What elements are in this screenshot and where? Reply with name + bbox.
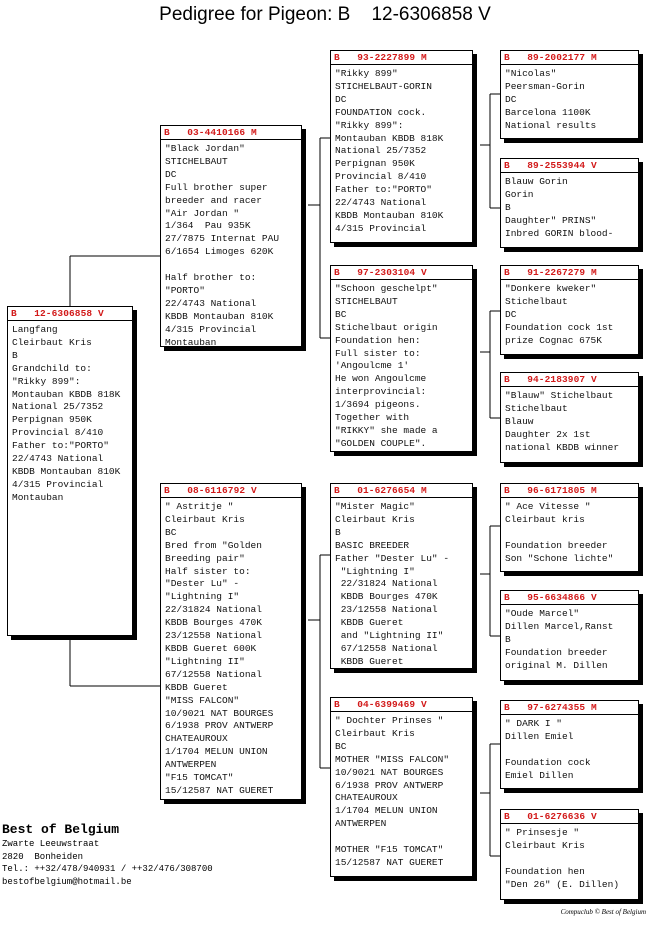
breeder-name: Best of Belgium <box>2 822 120 837</box>
subject-details: Langfang Cleirbaut Kris B Grandchild to: "Rikky 899": Montauban KBDB 818K National 25/7352 Perpignan 950K Provincial 8/410 Father to:"PORTO" 22/4743 National KBDB Montauban 810K 4/315 Provincial Montauban <box>8 320 132 505</box>
sire-card[interactable] <box>160 125 302 347</box>
ggp-ring-number: B 89-2553944 V <box>504 160 597 171</box>
ggp-ring-number: B 89-2002177 M <box>504 52 597 63</box>
sire-dam-card[interactable] <box>330 265 473 452</box>
breeder-address: Zwarte Leeuwstraat <box>2 839 100 849</box>
dam-sire-card[interactable] <box>330 483 473 669</box>
dam-dam-ring-number: B 04-6399469 V <box>334 699 427 710</box>
sire-dam-ring-number: B 97-2303104 V <box>334 267 427 278</box>
ggp-details: " Ace Vitesse " Cleirbaut kris Foundation breeder Son "Schone lichte" <box>501 497 638 566</box>
breeder-city: 2820 Bonheiden <box>2 851 84 862</box>
ggp-ring-number: B 97-6274355 M <box>504 702 597 713</box>
sire-sire-details: "Rikky 899" STICHELBAUT-GORIN DC FOUNDATION cock. "Rikky 899": Montauban KBDB 818K National 25/7352 Perpignan 950K Provincial 8/410 Father to:"PORTO" 22/4743 National KBDB Montauban 810K 4/315 Provincial <box>331 64 472 236</box>
ggp-ring-number: B 94-2183907 V <box>504 374 597 385</box>
ggp-card-7[interactable] <box>500 700 639 789</box>
ggp-card-2[interactable] <box>500 158 639 248</box>
dam-sire-ring-number: B 01-6276654 M <box>334 485 427 496</box>
sire-sire-card[interactable] <box>330 50 473 243</box>
sire-sire-ring-number: B 93-2227899 M <box>334 52 427 63</box>
ggp-card-3[interactable] <box>500 265 639 355</box>
subject-card[interactable] <box>7 306 133 636</box>
ggp-details: " Prinsesje " Cleirbaut Kris Foundation hen "Den 26" (E. Dillen) <box>501 823 638 892</box>
dam-card[interactable] <box>160 483 302 800</box>
ggp-card-6[interactable] <box>500 590 639 681</box>
ggp-ring-number: B 01-6276636 V <box>504 811 597 822</box>
ggp-details: "Blauw" Stichelbaut Stichelbaut Blauw Daughter 2x 1st national KBDB winner <box>501 386 638 455</box>
dam-dam-details: " Dochter Prinses " Cleirbaut Kris BC MOTHER "MISS FALCON" 10/9021 NAT BOURGES 6/1938 PROV ANTWERP CHATEAUROUX 1/1704 MELUN UNION ANTWERPEN MOTHER "F15 TOMCAT" 15/12587 NAT GUERET <box>331 711 472 870</box>
ggp-card-8[interactable] <box>500 809 639 900</box>
sire-dam-details: "Schoon geschelpt" STICHELBAUT BC Stichelbaut origin Foundation hen: Full sister to: 'Angoulcme 1' He won Angoulcme interprovincial: 1/3694 pigeons. Together with "RIKKY" she made a "GOLDEN COUPLE". <box>331 279 472 451</box>
dam-dam-card[interactable] <box>330 697 473 877</box>
page-title: Pedigree for Pigeon: B 12-6306858 V <box>159 4 491 25</box>
dam-sire-details: "Mister Magic" Cleirbaut Kris B BASIC BREEDER Father "Dester Lu" - "Lightning I" 22/31824 National KBDB Bourges 470K 23/12558 National KBDB Gueret and "Lightning II" 67/12558 National KBDB Gueret <box>331 497 472 669</box>
ggp-details: "Donkere kweker" Stichelbaut DC Foundation cock 1st prize Cognac 675K <box>501 279 638 348</box>
sire-ring-number: B 03-4410166 M <box>164 127 257 138</box>
dam-ring-number: B 08-6116792 V <box>164 485 257 496</box>
breeder-contact <box>2 822 213 888</box>
ggp-ring-number: B 96-6171805 M <box>504 485 597 496</box>
subject-ring-number: B 12-6306858 V <box>11 308 104 319</box>
ggp-card-5[interactable] <box>500 483 639 572</box>
ggp-card-4[interactable] <box>500 372 639 463</box>
breeder-email[interactable]: bestofbelgium@hotmail.be <box>2 876 132 887</box>
ggp-details: " DARK I " Dillen Emiel Foundation cock Emiel Dillen <box>501 714 638 783</box>
ggp-card-1[interactable] <box>500 50 639 139</box>
breeder-phone: Tel.: ++32/478/940931 / ++32/476/308700 <box>2 864 213 874</box>
ggp-details: "Nicolas" Peersman-Gorin DC Barcelona 1100K National results <box>501 64 638 133</box>
ggp-ring-number: B 95-6634866 V <box>504 592 597 603</box>
dam-details: " Astritje " Cleirbaut Kris BC Bred from "Golden Breeding pair" Half sister to: "Dester Lu" - "Lightning I" 22/31824 National KBDB Bourges 470K 23/12558 National KBDB Gueret 600K "Lightning II" 67/12558 National KBDB Gueret "MISS FALCON" 10/9021 NAT BOURGES 6/1938 PROV ANTWERP CHATEAUROUX 1/1704 MELUN UNION ANTWERPEN "F15 TOMCAT" 15/12587 NAT GUERET <box>161 497 301 798</box>
sire-details: "Black Jordan" STICHELBAUT DC Full brother super breeder and racer "Air Jordan " 1/364 Pau 935K 27/7875 Internat PAU 6/1654 Limoges 620K Half brother to: "PORTO" 22/4743 National KBDB Montauban 810K 4/315 Provincial Montauban <box>161 139 301 347</box>
ggp-details: "Oude Marcel" Dillen Marcel,Ranst B Foundation breeder original M. Dillen <box>501 604 638 673</box>
ggp-details: Blauw Gorin Gorin B Daughter" PRINS" Inbred GORIN blood- <box>501 172 638 241</box>
software-credit: Compuclub © Best of Belgium <box>560 908 646 916</box>
ggp-ring-number: B 91-2267279 M <box>504 267 597 278</box>
